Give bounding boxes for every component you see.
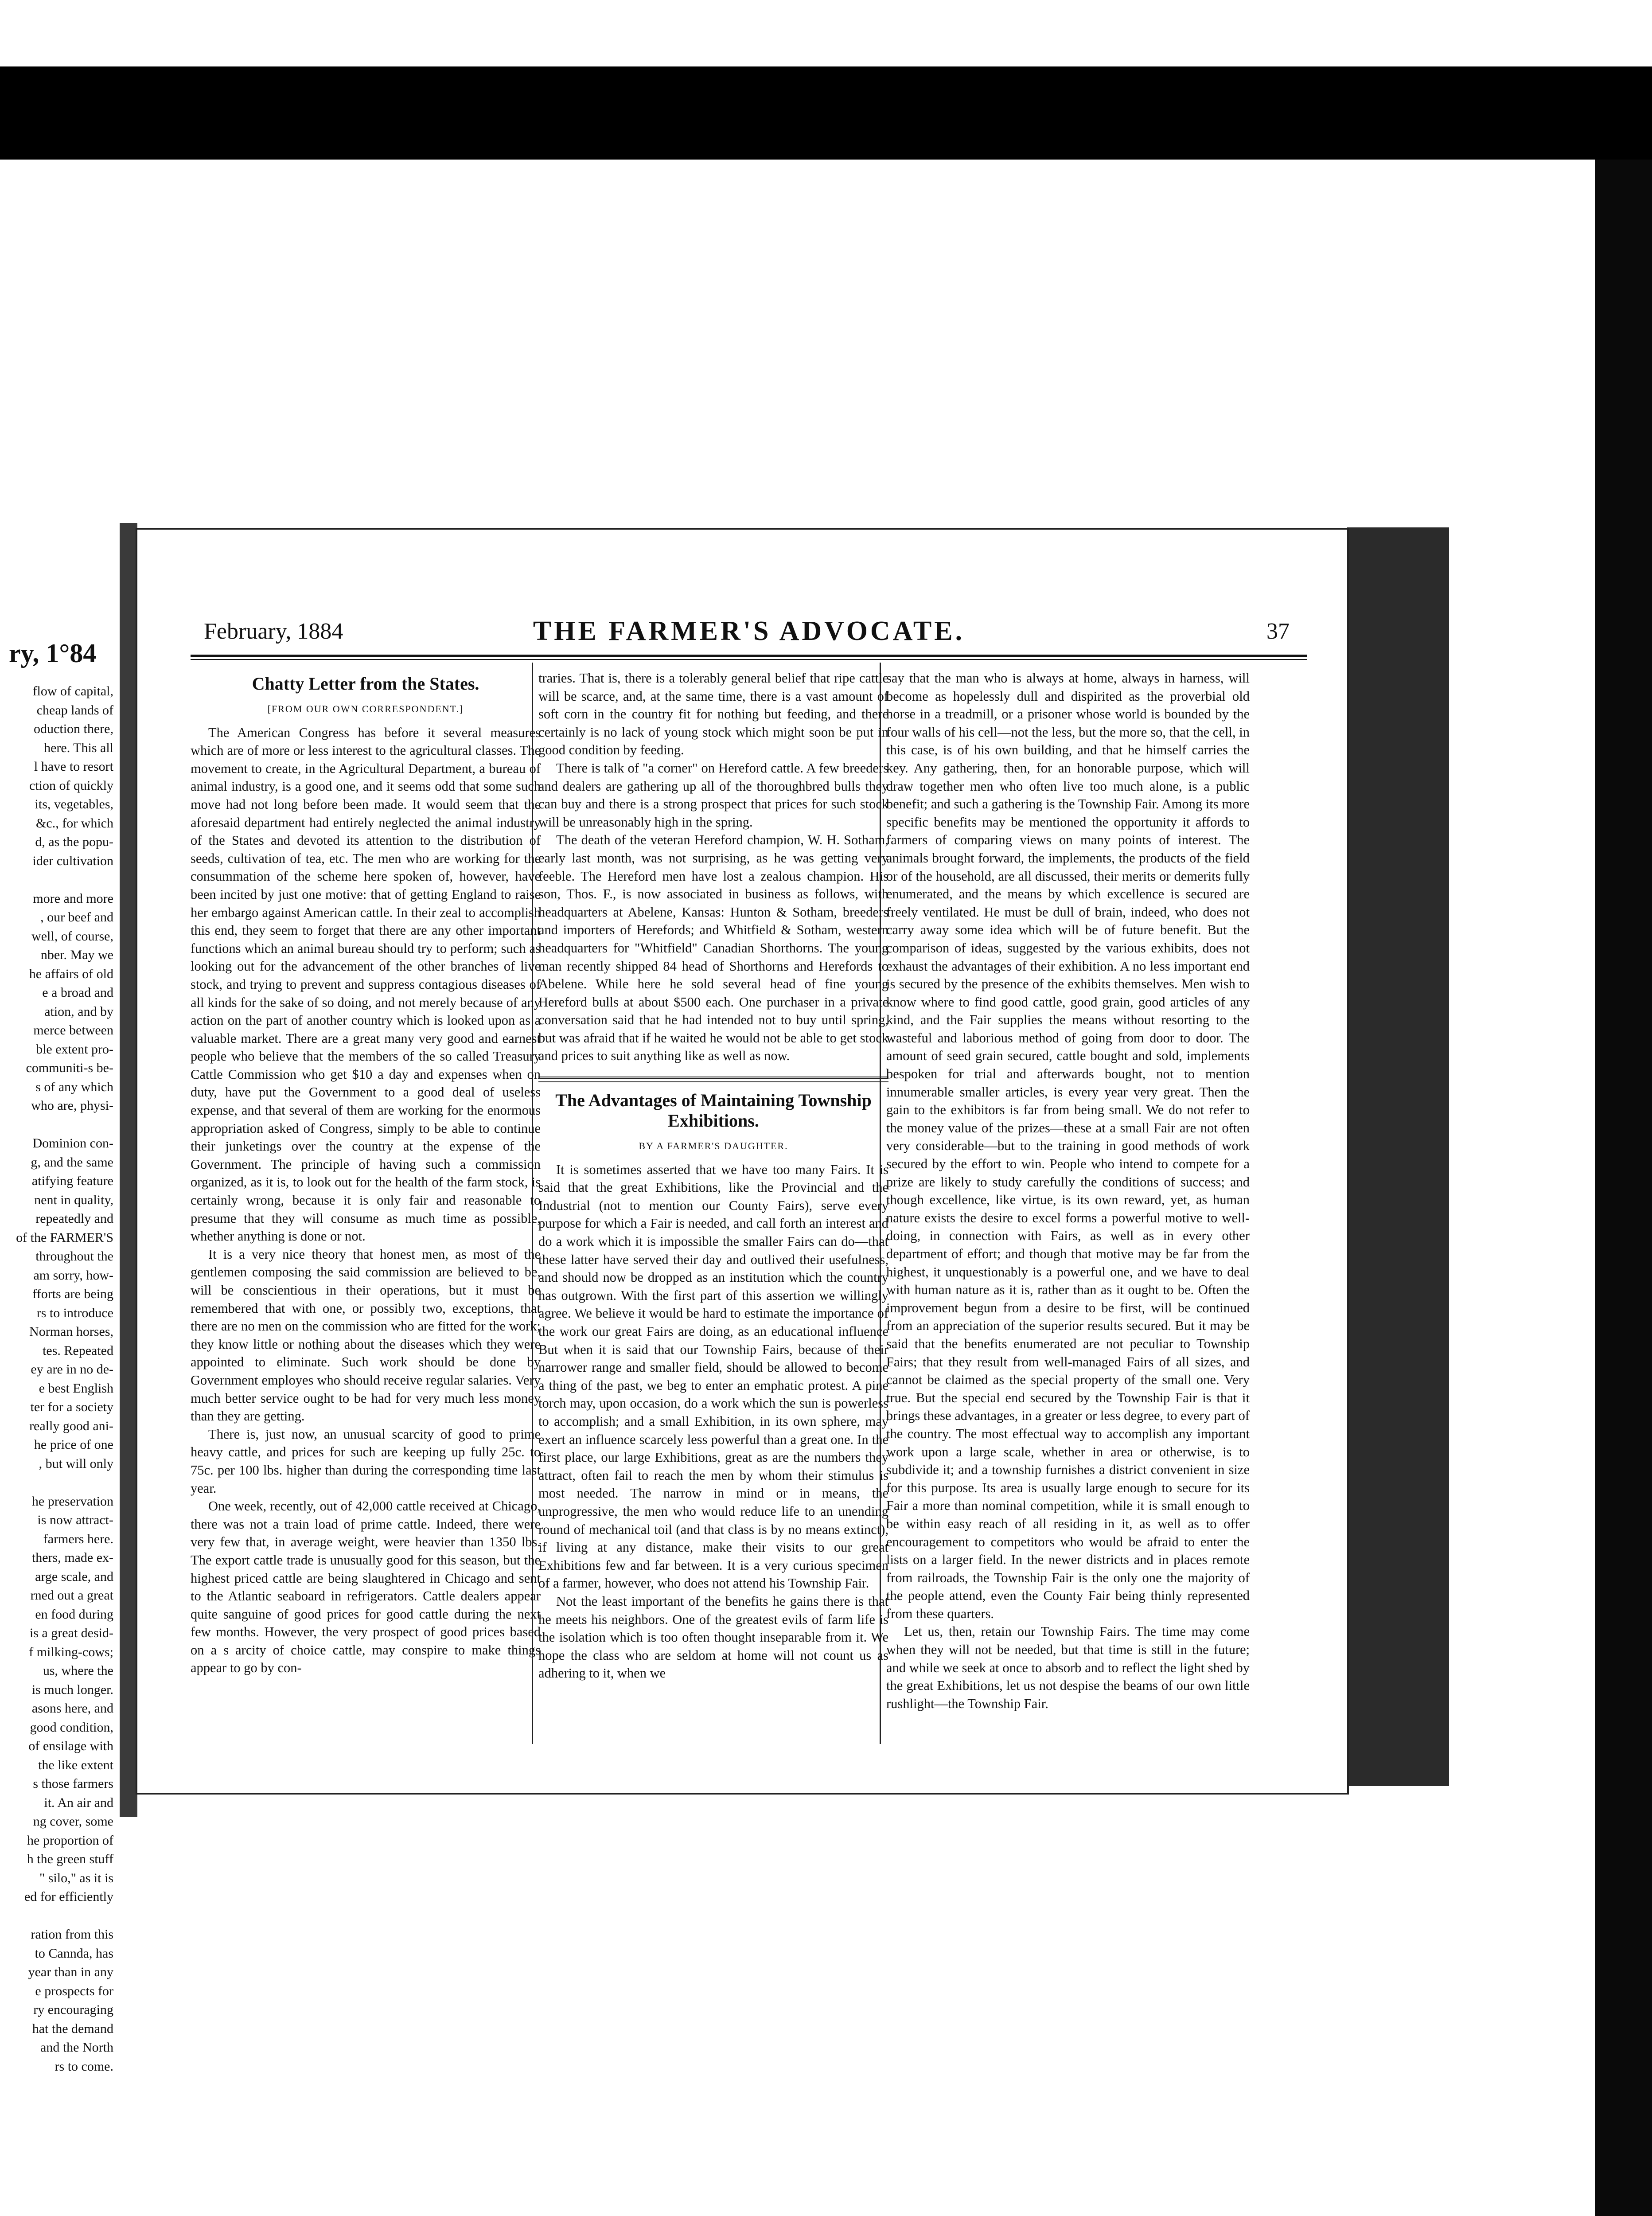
previous-page-line: rned out a great bbox=[30, 1588, 113, 1603]
paragraph: It is sometimes asserted that we have too many Fairs. It is said that the great Exhibitions, like the Provincial and the Industrial (not to mention our County Fairs), serve every purpose for which a Fair is needed, and call forth an interest and do a work which it is impossible the smaller Fairs can do—that these latter have served their day and outlived their usefulness, and should now be dropped as an institution which the country has outgrown. With the first part of this assertion we willingly agree. We believe it would be hard to estimate the importance of the work our great Fairs are doing, as an educational influence But when it is said that our Township Fairs, because of their narrower range and smaller field, should be allowed to become a thing of the past, we beg to enter an emphatic protest. A pine torch may, upon occasion, do a work which the sun is powerless to accomplish; and a small Exhibition, in its own sphere, may exert an influence scarcely less powerful than a great one. In the first place, our large Exhibitions, great as are the numbers they attract, often fail to reach the men by whom their stimulus is most needed. The narrow in mind or in means, the unprogressive, the men who would reduce life to an unending round of mechanical toil (and that class is by no means extinct), if living at any distance, make their visits to our great Exhibitions few and far between. It is a very curious specimen of a farmer, however, who does not attend his Township Fair. bbox=[538, 1162, 888, 1591]
previous-page-line: fforts are being bbox=[32, 1287, 113, 1301]
column-3 bbox=[886, 669, 1250, 1713]
previous-page-line: its, vegetables, bbox=[35, 797, 113, 811]
header-rule bbox=[191, 655, 1307, 660]
previous-page-line: f milking-cows; bbox=[29, 1644, 113, 1659]
previous-page-line: farmers here. bbox=[43, 1531, 113, 1546]
previous-page-line: asons here, and bbox=[31, 1701, 113, 1716]
newspaper-page bbox=[137, 530, 1347, 1793]
previous-page-line: ction of quickly bbox=[29, 778, 113, 793]
previous-page-line: e a broad and bbox=[42, 985, 113, 1000]
scan-top-margin bbox=[0, 0, 1652, 66]
previous-page-line: oduction there, bbox=[34, 722, 113, 736]
previous-page-line: l have to resort bbox=[34, 759, 113, 774]
previous-page-line: more and more bbox=[33, 891, 113, 906]
issue-date: February, 1884 bbox=[204, 619, 343, 644]
previous-page-line: Dominion con- bbox=[32, 1136, 113, 1151]
paragraph: One week, recently, out of 42,000 cattle received at Chicago, there was not a train load of prime cattle. Indeed, there were very few that, in average weight, were heavier than 1350 lbs. The export cattle trade is unusually good for this season, but the highest priced cattle are being slaughtered in Chicago and sent to the Atlantic seaboard in refrigerators. Cattle dealers appear quite sanguine of good prices for good cattle during the next few months. However, the very prospect of good prices based on a s arcity of choice cattle, may conspire to make things appear to go by con- bbox=[191, 1498, 541, 1676]
previous-page-line: &c., for which bbox=[36, 815, 113, 831]
previous-page-line: ey are in no de- bbox=[31, 1362, 113, 1377]
masthead-title: THE FARMER'S ADVOCATE. bbox=[533, 616, 965, 646]
previous-page-line: , our beef and bbox=[40, 910, 113, 925]
article-byline: [FROM OUR OWN CORRESPONDENT.] bbox=[267, 703, 464, 714]
previous-page-line: nber. May we bbox=[40, 948, 113, 962]
page-header bbox=[191, 618, 1307, 649]
previous-page-line: flow of capital, bbox=[32, 684, 113, 698]
previous-page-text bbox=[0, 682, 120, 2076]
previous-page-line: cheap lands of bbox=[36, 702, 113, 718]
previous-page-line: of ensilage with bbox=[28, 1739, 113, 1753]
previous-page-line: us, where the bbox=[43, 1663, 113, 1678]
paragraph: There is talk of "a corner" on Hereford cattle. A few breeders and dealers are gathering up all of the thoroughbred bulls they can buy and there is a strong prospect that prices for such stock will be unreasonably high in the spring. bbox=[538, 760, 888, 830]
previous-page-line: ng cover, some bbox=[33, 1814, 113, 1829]
previous-page-line: g, and the same bbox=[31, 1155, 113, 1170]
previous-page-line: the like extent bbox=[38, 1757, 113, 1772]
paragraph: traries. That is, there is a tolerably general belief that ripe cattle will be scarce, and, at the same time, there is a vast amount of soft corn in the country fit for nothing but feeding, and there certainly is no lack of young stock which might soon be put in good condition by feeding. bbox=[538, 671, 888, 758]
previous-page-line: here. This all bbox=[44, 740, 113, 755]
paragraph: It is a very nice theory that honest men, as most of the gentlemen composing the said commission are believed to be, will be conscientious in their operations, but it must be remembered that with one, or possibly two, exceptions, that there are no men on the commission who are fitted for the work; they know little or nothing about the diseases which they were appointed to eliminate. Such work should be done by Government employes who should receive regular salaries. Very much better service ought to be had for very much less money than they are getting. bbox=[191, 1246, 541, 1424]
previous-page-line: rs to come. bbox=[55, 2059, 113, 2074]
previous-page-line: of the FARMER'S bbox=[16, 1230, 113, 1245]
previous-page-line: arge scale, and bbox=[35, 1569, 113, 1584]
previous-page-line: en food during bbox=[35, 1607, 113, 1622]
previous-page-line: am sorry, how- bbox=[33, 1268, 113, 1283]
previous-page-line: is much longer. bbox=[31, 1682, 113, 1697]
article-headline: The Advantages of Maintaining Township Exhibitions. bbox=[555, 1090, 872, 1131]
previous-page-line: he proportion of bbox=[27, 1833, 113, 1848]
paragraph: There is, just now, an unusual scarcity of good to prime heavy cattle, and prices for such are keeping up fully 25c. to 75c. per 100 lbs. higher than during the corresponding time last year. bbox=[191, 1426, 541, 1496]
previous-page-line: well, of course, bbox=[31, 929, 113, 944]
previous-page-line: Norman horses, bbox=[29, 1324, 113, 1339]
column-1 bbox=[191, 669, 541, 1677]
column-2 bbox=[538, 669, 888, 1682]
previous-page-strip bbox=[0, 523, 122, 2074]
previous-page-line: e prospects for bbox=[35, 1983, 113, 1998]
previous-page-line: " silo," as it is bbox=[39, 1870, 113, 1885]
paragraph: The death of the veteran Hereford champion, W. H. Sotham, early last month, was not surprising, as he was getting very feeble. The Hereford men have lost a zealous champion. His son, Thos. F., is now associated in business as follows, with headquarters at Abelene, Kansas: Hunton & Sotham, breeders and importers of Herefords; and Whitfield & Sotham, western headquarters for "Whitfield" Canadian Shorthorns. The young man recently shipped 84 head of Shorthorns and Herefords to Abelene. While here he sold several head of fine young Hereford bulls at about $500 each. One purchaser in a private conversation said that he had intended not to buy until spring, but was afraid that if he waited he would not be able to get stock and prices to suit anything like as well as now. bbox=[538, 832, 888, 1064]
page-number: 37 bbox=[1266, 619, 1290, 644]
paragraph: Not the least important of the benefits he gains there is that he meets his neighbors. One of the greatest evils of farm life is the isolation which is too often thought inseparable from it. We hope the class who are seldom at home will not count us as adhering to it, when we bbox=[538, 1593, 888, 1681]
binding-shadow bbox=[120, 523, 137, 1817]
previous-page-line: rs to introduce bbox=[36, 1305, 113, 1320]
previous-page-heading: ry, 1°84 bbox=[9, 639, 97, 668]
previous-page-line: h the green stuff bbox=[27, 1852, 113, 1866]
previous-page-line: thers, made ex- bbox=[31, 1550, 113, 1565]
previous-page-line: atifying feature bbox=[31, 1174, 113, 1188]
previous-page-line: throughout the bbox=[35, 1249, 113, 1264]
previous-page-line: ble extent pro- bbox=[36, 1042, 113, 1057]
article-byline: BY A FARMER'S DAUGHTER. bbox=[639, 1140, 788, 1152]
previous-page-line: year than in any bbox=[28, 1965, 113, 1979]
paragraph: Let us, then, retain our Township Fairs. The time may come when they will not be needed, but that time is still in the future; and while we seek at once to absorb and to reflect the light shed by the great Exhibitions, let us not despise the beams of our own little rushlight—the Township Fair. bbox=[886, 1624, 1250, 1711]
article-headline: Chatty Letter from the States. bbox=[252, 674, 479, 694]
previous-page-line: d, as the popu- bbox=[35, 835, 113, 849]
previous-page-line: , but will only bbox=[39, 1456, 113, 1471]
previous-page-line: is now attract- bbox=[37, 1513, 113, 1527]
previous-page-line: s those farmers bbox=[33, 1776, 113, 1791]
page-edge-shadow bbox=[1347, 527, 1449, 1786]
previous-page-line bbox=[0, 1473, 113, 1492]
previous-page-line: he affairs of old bbox=[29, 966, 113, 981]
previous-page-line: merce between bbox=[33, 1023, 113, 1038]
previous-page-line: it. An air and bbox=[44, 1795, 113, 1810]
previous-page-line bbox=[0, 1116, 113, 1135]
previous-page-line: is a great desid- bbox=[29, 1626, 113, 1640]
previous-page-line: tes. Repeated bbox=[43, 1343, 113, 1358]
scan-right-edge bbox=[1595, 160, 1652, 2216]
previous-page-line bbox=[0, 870, 113, 890]
previous-page-line: good condition, bbox=[30, 1720, 113, 1735]
previous-page-line: and the North bbox=[40, 2040, 113, 2055]
previous-page-line: ry encouraging bbox=[33, 2002, 113, 2017]
paragraph: The American Congress has before it several measures which are of more or less interest to the agricultural classes. The movement to create, in the Agricultural Department, a bureau of animal industry, is a good one, and it seems odd that some such move had not long before been made. It would seem that the aforesaid department had entirely neglected the animal industry of the States and devoted its attention to the distribution of seeds, cultivation of tea, etc. The men who are working for the consummation of the scheme here spoken of, however, have been incited by just one motive: that of getting England to raise her embargo against American cattle. In their zeal to accomplish this end, they seem to forget that there are any other important functions which an animal bureau should try to perform; such as looking out for the advancement of the other branches of live stock, and trying to prevent and suppress contagious diseases of all kinds for the sake of so doing, and not merely because of any action on the part of another country which is looked upon as a valuable market. There are a great many very good and earnest people who believe that the members of the so called Treasury Cattle Commission who get $10 a day and expenses when on duty, have put the Government to a good deal of useless expense, and that several of them are working for the enormous appropriation asked of Congress, simply to be able to continue their junketings over the country at the expense of the Government. The principle of having such a commission organized, as it is, to look out for the health of the farm stock, is certainly wrong, because it is only fair and reasonable to presume that they will consume as much time as possible, whether anything is done or not. bbox=[191, 725, 541, 1244]
previous-page-line: e best English bbox=[39, 1381, 113, 1396]
previous-page-line: ration from this bbox=[31, 1927, 113, 1942]
previous-page-line: repeatedly and bbox=[35, 1211, 113, 1226]
previous-page-line: he preservation bbox=[31, 1494, 113, 1509]
previous-page-line: ider cultivation bbox=[32, 853, 113, 868]
paragraph: say that the man who is always at home, always in harness, will become as hopelessly dull and dispirited as the proverbial old horse in a treadmill, or a prisoner whose world is bounded by the four walls of his cell—not the less, but the more so, that the cell, in this case, is of his own building, and that he himself carries the key. Any gathering, then, for an honorable purpose, which will draw together men who often live too much alone, is a public benefit; and such a gathering is the Township Fair. Among its more specific benefits may be mentioned the opportunity it affords to farmers of comparing views on many points of interest. The animals brought forward, the implements, the products of the field or of the household, are all discussed, their merits or demerits fully enumerated, and the means by which excellence is secured are freely ventilated. He must be dull of brain, indeed, who does not carry away some idea which will be of future benefit. But the comparison of ideas, suggested by the various exhibits, does not exhaust the advantages of their exhibition. A no less important end is secured by the presence of the exhibits themselves. Men wish to know where to find good cattle, good grain, good articles of any kind, and the Fair supplies the means without resorting to the wasteful and laborious method of going from door to door. The amount of seed grain secured, cattle bought and sold, implements bespoken for trial and afterwards bought, not to mention innumerable smaller articles, is every year very great. Then the gain to the exhibitors is far from being small. We do not refer to the money value of the prizes—these at a small Fair are not often very considerable—but to the training in good methods of work secured by the effort to win. People who intend to compete for a prize are likely to study carefully the conditions of success; and though excellence, like virtue, is its own reward, yet, as human nature exists the desire to excel forms a powerful motive to well-doing, in connection with Fairs, as well as in every other department of effort; and though that motive may be far from the highest, it unquestionably is a powerful one, and we have to deal with human nature as it is, rather than as it ought to be. Often the improvement begun from a desire to be first, will be continued from an appreciation of the superior results secured. But it may be said that the benefits enumerated are not peculiar to Township Fairs; that they result from well-managed Fairs of all sizes, and cannot be claimed as the special property of the small one. Very true. But the special end secured by the Township Fair is that it brings these advantages, in a greater or less degree, to every part of the country. The most effectual way to accomplish any important work upon a large scale, whether in area or otherwise, is to subdivide it; and a township furnishes a district convenient in size for this purpose. Its area is usually large enough to secure for its Fair a more than nominal competition, while it is small enough to be within easy reach of all residing in it, as well as to offer encouragement to competitors who would be afraid to enter the lists on a larger field. In the newer districts and in places remote from railroads, the Township Fair is the only one the majority of the people attend, even the County Fair being thinly represented from these quarters. bbox=[886, 671, 1250, 1621]
previous-page-line: s of any which bbox=[35, 1079, 113, 1094]
section-divider bbox=[538, 1077, 888, 1082]
previous-page-line: really good ani- bbox=[29, 1418, 113, 1433]
previous-page-line: ation, and by bbox=[44, 1004, 113, 1019]
previous-page-line: to Cannda, has bbox=[35, 1946, 113, 1961]
previous-page-line: who are, physi- bbox=[31, 1098, 113, 1113]
previous-page-line: ter for a society bbox=[30, 1400, 113, 1414]
previous-page-line: hat the demand bbox=[32, 2021, 113, 2036]
previous-page-line: ed for efficiently bbox=[24, 1889, 113, 1904]
previous-page-line: nent in quality, bbox=[34, 1192, 113, 1207]
previous-page-line bbox=[0, 1907, 113, 1926]
scan-dark-band bbox=[0, 66, 1652, 160]
previous-page-line: communiti-s be- bbox=[26, 1061, 113, 1075]
previous-page-line: he price of one bbox=[34, 1437, 113, 1452]
